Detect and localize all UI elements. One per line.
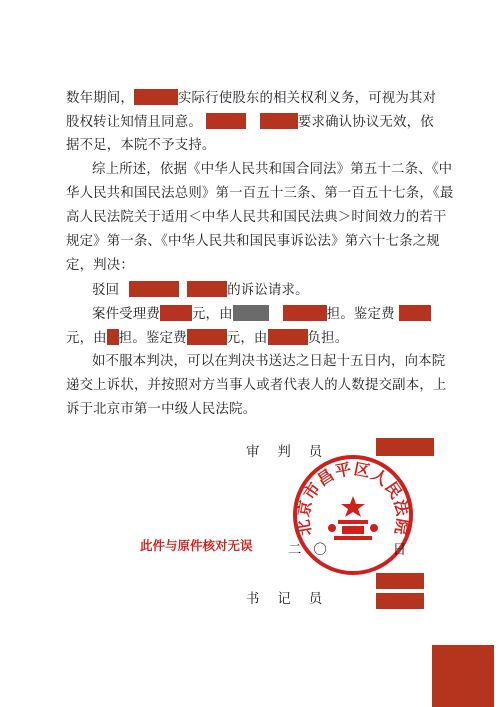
- text: 据不足，本院不予支持。: [66, 138, 216, 153]
- p2-line1: [92, 161, 452, 179]
- seal-text: 北京市昌平区人民法院: [293, 459, 413, 538]
- judge-label: 审判员: [246, 445, 341, 460]
- date-suffix: 日: [392, 543, 419, 558]
- text: 的诉讼请求。: [227, 283, 309, 298]
- text: 负担。: [307, 331, 349, 346]
- text: 规定》第一条、《中华人民共和国民事诉讼法》第六十七条之规: [66, 234, 440, 249]
- p4-line2: [66, 329, 348, 348]
- redaction: [134, 89, 178, 105]
- redaction: [233, 305, 269, 321]
- text: 驳回: [92, 283, 120, 298]
- p2-line4: [66, 233, 440, 251]
- redaction: [129, 281, 179, 297]
- text: 担。鉴定费: [118, 331, 187, 346]
- redaction: [187, 281, 227, 297]
- judgment-date: [288, 539, 418, 558]
- p2-line5: [66, 257, 134, 275]
- date-prefix: 二〇: [288, 543, 339, 558]
- text: 元，由: [226, 331, 268, 346]
- text: 综上所述，依据《中华人民共和国合同法》第五十二条、《中: [92, 162, 453, 177]
- redaction: [160, 305, 192, 321]
- p5-line2: [66, 377, 447, 395]
- certification-note: 此件与原件核对无误: [140, 538, 253, 553]
- clerk-name-redaction: [376, 573, 424, 589]
- text: 递交上诉状，并按照对方当事人或者代表人的人数提交副本，上: [66, 378, 447, 393]
- court-seal-icon: [290, 452, 419, 578]
- text: 担。鉴定费: [326, 307, 395, 322]
- clerk-name-redaction: [376, 593, 424, 609]
- text: 诉于北京市第一中级人民法院。: [66, 402, 257, 417]
- p5-line3: [66, 401, 256, 419]
- text: 元，由: [191, 307, 233, 322]
- text: 案件受理费: [92, 307, 160, 322]
- p3-line: [92, 281, 309, 300]
- text: 股权转让知情且同意。: [66, 115, 202, 130]
- text: 定，判决：: [66, 258, 134, 273]
- redaction: [260, 113, 298, 129]
- p2-line2: [66, 185, 453, 203]
- text: 数年期间，: [66, 91, 134, 106]
- p5-line1: [92, 353, 445, 371]
- corner-redaction: [432, 645, 494, 707]
- clerk-label: 书记员: [246, 592, 341, 607]
- text: 元，由: [66, 331, 107, 346]
- redaction: [206, 113, 246, 129]
- text: 要求确认协议无效，依: [297, 115, 434, 130]
- text: 华人民共和国民法总则》第一百五十三条、第一百五十七条，《最: [66, 186, 454, 201]
- redaction: [107, 329, 119, 345]
- p2-line3: [66, 209, 447, 227]
- redaction: [268, 329, 308, 345]
- text: 如不服本判决，可以在判决书送达之日起十五日内，向本院: [92, 354, 446, 369]
- redaction: [187, 329, 227, 345]
- text: 实际行使股东的相关权利义务，可视为其对: [177, 91, 437, 106]
- p1-line2: [66, 113, 434, 132]
- p4-line1: [92, 305, 431, 324]
- redaction: [399, 305, 431, 321]
- p1-line3: [66, 137, 216, 155]
- p1-line1: [66, 89, 436, 108]
- redaction: [283, 305, 327, 321]
- text: 高人民法院关于适用＜中华人民共和国民法典＞时间效力的若干: [66, 210, 447, 225]
